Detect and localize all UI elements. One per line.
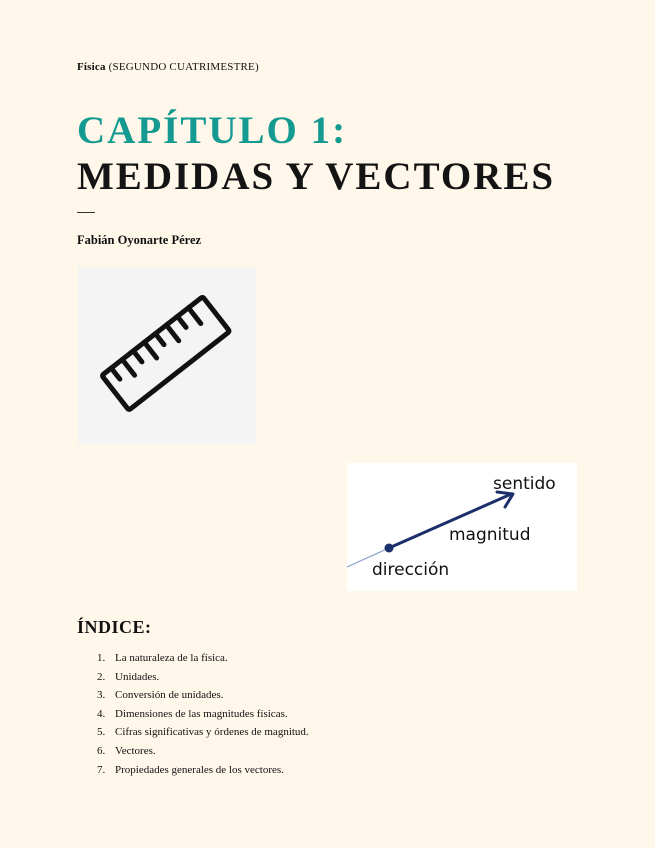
table-of-contents bbox=[97, 649, 309, 779]
toc-number: 2. bbox=[97, 670, 106, 683]
term-label: (SEGUNDO CUATRIMESTRE) bbox=[108, 61, 259, 73]
label-direction: dirección bbox=[372, 560, 450, 580]
document-header bbox=[77, 61, 259, 73]
toc-item bbox=[97, 742, 309, 761]
author-name: Fabián Oyonarte Pérez bbox=[77, 233, 202, 247]
toc-item bbox=[97, 761, 309, 780]
toc-text: Dimensiones de las magnitudes físicas. bbox=[115, 707, 288, 720]
toc-number: 7. bbox=[97, 763, 106, 776]
toc-item bbox=[97, 705, 309, 724]
ruler-illustration bbox=[78, 267, 256, 444]
toc-item bbox=[97, 649, 309, 668]
toc-number: 3. bbox=[97, 689, 106, 702]
toc-number: 5. bbox=[97, 726, 106, 739]
toc-item bbox=[97, 686, 309, 705]
toc-number: 1. bbox=[97, 652, 106, 664]
title-divider bbox=[77, 212, 95, 213]
vector-diagram bbox=[347, 463, 577, 591]
subject-name: Física bbox=[77, 61, 106, 73]
toc-text: Vectores. bbox=[115, 744, 156, 757]
toc-text: La naturaleza de la física. bbox=[115, 652, 228, 664]
vector-origin-point bbox=[385, 544, 394, 553]
chapter-heading: CAPÍTULO 1: bbox=[77, 109, 348, 152]
toc-item bbox=[97, 668, 309, 687]
toc-number: 6. bbox=[97, 744, 106, 757]
page-title bbox=[77, 108, 555, 200]
vector-illustration bbox=[347, 463, 577, 591]
label-sense: sentido bbox=[493, 474, 556, 494]
toc-text: Cifras significativas y órdenes de magnitud. bbox=[115, 726, 309, 739]
ruler-icon bbox=[78, 267, 256, 444]
toc-number: 4. bbox=[97, 707, 106, 720]
toc-text: Unidades. bbox=[115, 670, 160, 683]
toc-text: Conversión de unidades. bbox=[115, 689, 224, 702]
label-magnitude: magnitud bbox=[449, 525, 531, 545]
topic-heading: MEDIDAS Y VECTORES bbox=[77, 155, 556, 198]
toc-text: Propiedades generales de los vectores. bbox=[115, 763, 284, 776]
index-heading: ÍNDICE: bbox=[77, 617, 152, 637]
toc-item bbox=[97, 723, 309, 742]
